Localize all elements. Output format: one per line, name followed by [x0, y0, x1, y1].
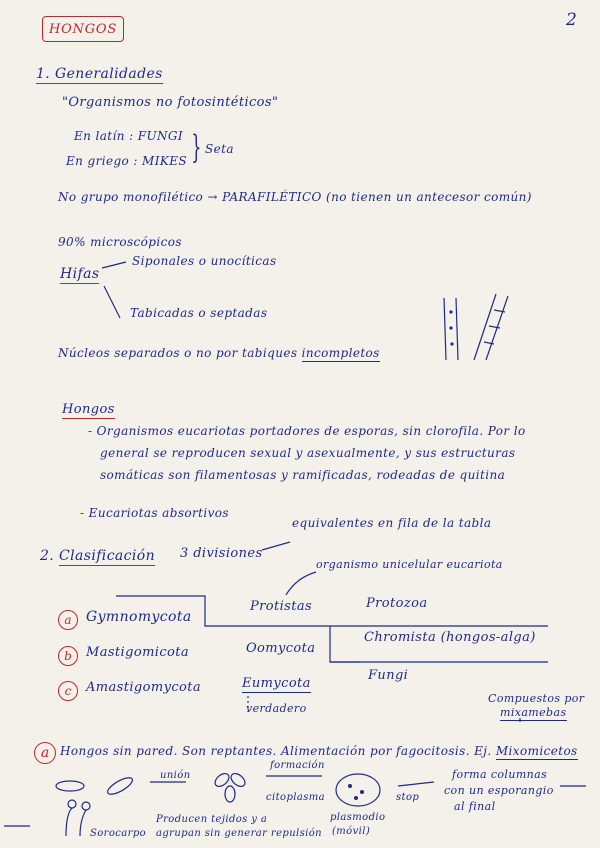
- mark-a-section: a: [34, 742, 56, 764]
- seta-label: Seta: [205, 142, 234, 156]
- table-border-1: [116, 596, 360, 662]
- hifa-type-b: Tabicadas o septadas: [130, 306, 268, 320]
- cell-sketches: [4, 771, 586, 836]
- eumycota: Eumycota: [242, 676, 311, 691]
- chromista: Chromista (hongos-alga): [364, 630, 536, 645]
- plasmodio-label: plasmodio: [330, 812, 386, 823]
- compuestos-note: Compuestos por: [488, 692, 585, 705]
- mark-a: a: [58, 610, 78, 630]
- page-title: HONGOS: [48, 21, 118, 37]
- hongos-line-2: general se reproducen sexual y asexualmente, y sus estructuras: [100, 446, 516, 460]
- formacion-label: formación: [270, 760, 325, 771]
- quote-line: "Organismos no fotosintéticos": [62, 95, 279, 110]
- section-2-title: Clasificación: [59, 548, 156, 564]
- latin-line: En latín : FUNGI: [74, 129, 184, 143]
- union-label: unión: [160, 770, 191, 781]
- mixamebas: mixamebas: [500, 706, 567, 719]
- verdadero-note: verdadero: [246, 702, 307, 715]
- producen-line-2: agrupan sin generar repulsión: [156, 828, 323, 839]
- mark-b: b: [58, 646, 78, 666]
- gymnomycota: Gymnomycota: [86, 609, 192, 625]
- hongos-line-1: - Organismos eucariotas portadores de esporas, sin clorofila. Por lo: [88, 424, 526, 438]
- equivalent-note: equivalentes en fila de la tabla: [292, 516, 492, 530]
- sorocarpo-label: Sorocarpo: [90, 828, 147, 839]
- protozoa: Protozoa: [366, 596, 428, 611]
- protistas: Protistas: [250, 599, 313, 614]
- greek-line: En griego : MIKES: [66, 154, 188, 168]
- section-a-desc: Hongos sin pared. Son reptantes. Alimentación por fagocitosis. Ej.: [60, 744, 492, 758]
- hifa-branch-top: [102, 262, 126, 268]
- mark-c: c: [58, 681, 78, 701]
- forma-line-1: forma columnas: [452, 768, 548, 781]
- hongos-line-3: somáticas son filamentosas y ramificadas, rodeadas de quitina: [100, 468, 506, 482]
- movil-label: (móvil): [332, 826, 371, 837]
- oomycota: Oomycota: [246, 641, 316, 656]
- amastigomycota: Amastigomycota: [86, 680, 202, 695]
- fungi: Fungi: [368, 668, 409, 683]
- hifa-type-a: Siponales o unocíticas: [132, 254, 277, 268]
- section-1-heading: 1. Generalidades: [36, 66, 163, 82]
- brace: }: [191, 128, 202, 166]
- hongos-heading: Hongos: [62, 402, 115, 417]
- forma-line-3: al final: [454, 800, 496, 813]
- incompletos-word: incompletos: [301, 346, 380, 360]
- citoplasma-label: citoplasma: [266, 792, 325, 803]
- divisions-arrow: [262, 542, 290, 550]
- microscopic-line: 90% microscópicos: [58, 235, 182, 249]
- producen-line-1: Producen tejidos y a: [156, 814, 268, 825]
- hongos-line-4: - Eucariotas absortivos: [80, 506, 229, 520]
- hifa-branch-bottom: [104, 286, 120, 318]
- monophyletic-line: No grupo monofilético → PARAFILÉTICO (no tienen un antecesor común): [58, 190, 532, 204]
- hypha-sketch-1: [444, 298, 458, 360]
- mastigomicota: Mastigomicota: [86, 645, 190, 660]
- page-number: 2: [566, 10, 578, 30]
- mixomicetos: Mixomicetos: [495, 744, 578, 758]
- protistas-arrow: [286, 572, 316, 595]
- divisions-label: 3 divisiones: [180, 546, 263, 561]
- stop-label: stop: [396, 792, 420, 803]
- unicellular-note: organismo unicelular eucariota: [316, 558, 503, 571]
- hypha-sketch-2: [474, 294, 508, 360]
- section-2-number: 2.: [40, 548, 55, 564]
- hifas-label: Hifas: [60, 266, 100, 282]
- nucleos-text: Núcleos separados o no por tabiques: [58, 346, 298, 360]
- forma-line-2: con un esporangio: [444, 784, 554, 797]
